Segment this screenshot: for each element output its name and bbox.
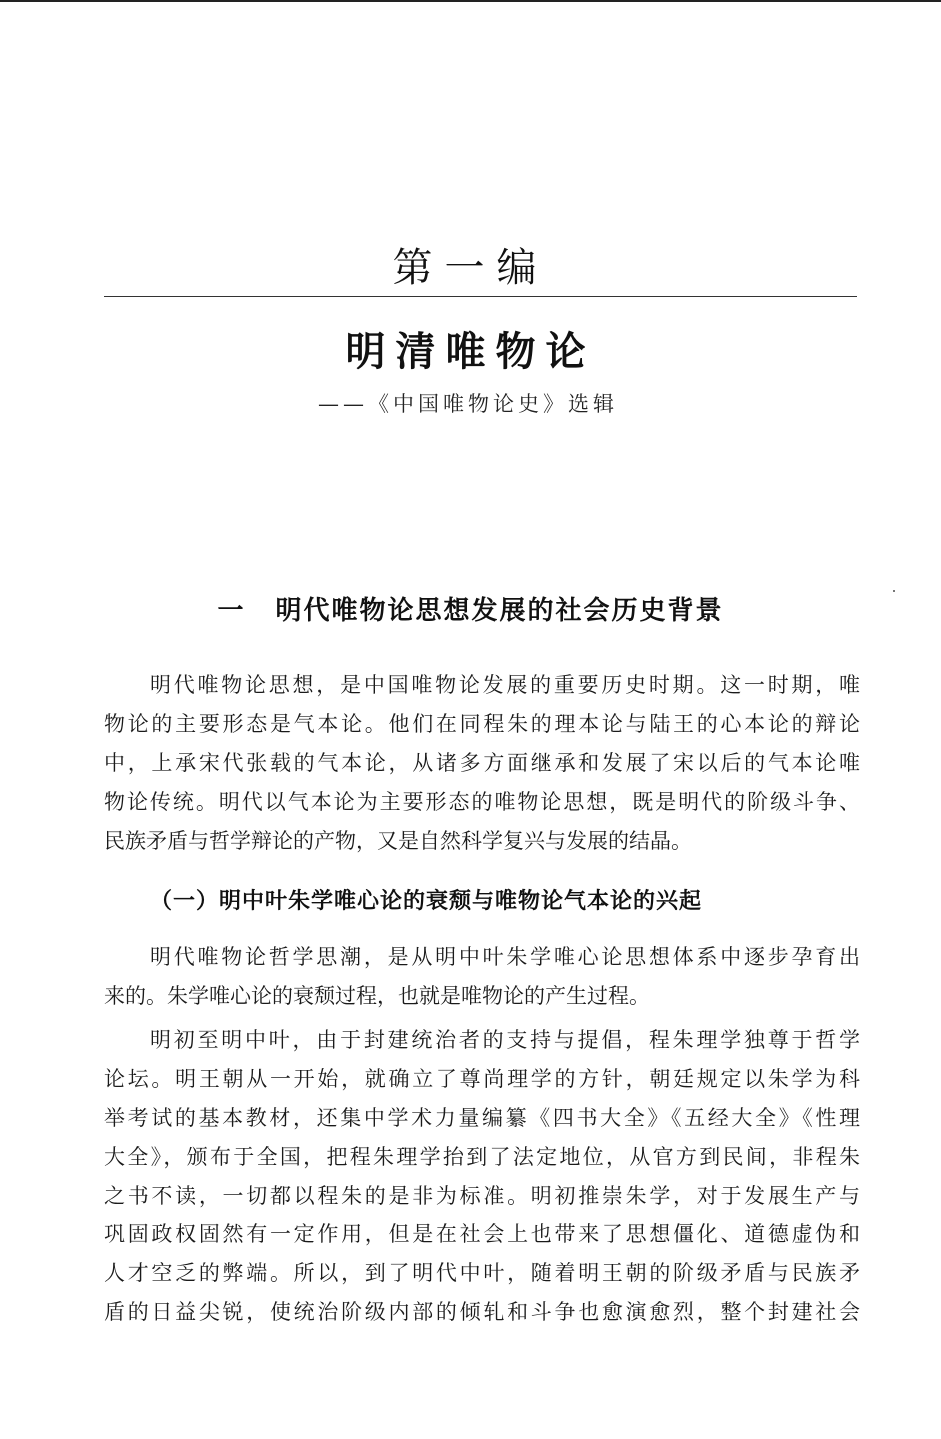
part-title: 第一编: [392, 245, 549, 291]
paragraph-line: 人才空乏的弊端。所以，到了明代中叶，随着明王朝的阶级矛盾与民族矛: [104, 1261, 860, 1286]
paragraph-line: 大全》，颁布于全国，把程朱理学抬到了法定地位，从官方到民间，非程朱: [104, 1144, 860, 1169]
paragraph-line: 中，上承宋代张载的气本论，从诸多方面继承和发展了宋以后的气本论唯: [104, 750, 860, 775]
paragraph-1: [104, 666, 860, 860]
paragraph-3: [104, 1021, 860, 1332]
paragraph-line: 盾的日益尖锐，使统治阶级内部的倾轧和斗争也愈演愈烈，整个封建社会: [104, 1300, 860, 1325]
paragraph-line: 物论传统。明代以气本论为主要形态的唯物论思想，既是明代的阶级斗争、: [104, 789, 860, 814]
paragraph-line: 举考试的基本教材，还集中学术力量编纂《四书大全》《五经大全》《性理: [104, 1105, 860, 1130]
paragraph-line: 之书不读，一切都以程朱的是非为标准。明初推崇朱学，对于发展生产与: [104, 1183, 860, 1208]
page-top-border: [0, 0, 941, 2]
paragraph-line: 来的。朱学唯心论的衰颓过程，也就是唯物论的产生过程。: [104, 983, 650, 1008]
title-rule: [104, 296, 857, 297]
section-title: 明代唯物论思想发展的社会历史背景: [275, 596, 724, 626]
section-number: 一: [217, 596, 246, 626]
paragraph-line: 物论的主要形态是气本论。他们在同程朱的理本论与陆王的心本论的辩论: [104, 711, 860, 736]
paragraph-line: 巩固政权固然有一定作用，但是在社会上也带来了思想僵化、道德虚伪和: [104, 1222, 860, 1247]
paragraph-line: 民族矛盾与哲学辩论的产物，又是自然科学复兴与发展的结晶。: [104, 828, 692, 853]
paragraph-line: 明代唯物论思想，是中国唯物论发展的重要历史时期。这一时期，唯: [150, 673, 860, 697]
paragraph-line: 论坛。明王朝从一开始，就确立了尊尚理学的方针，朝廷规定以朱学为科: [104, 1066, 860, 1091]
paragraph-2: [104, 938, 860, 1016]
book-title: 明清唯物论: [345, 329, 596, 375]
paragraph-line: 明初至明中叶，由于封建统治者的支持与提倡，程朱理学独尊于哲学: [150, 1028, 860, 1052]
book-subtitle: ——《中国唯物论史》选辑: [318, 392, 618, 416]
section-heading: [0, 590, 941, 627]
paragraph-line: 明代唯物论哲学思潮，是从明中叶朱学唯心论思想体系中逐步孕育出: [150, 945, 860, 969]
subsection-heading: （一）明中叶朱学唯心论的衰颓与唯物论气本论的兴起: [150, 889, 703, 914]
